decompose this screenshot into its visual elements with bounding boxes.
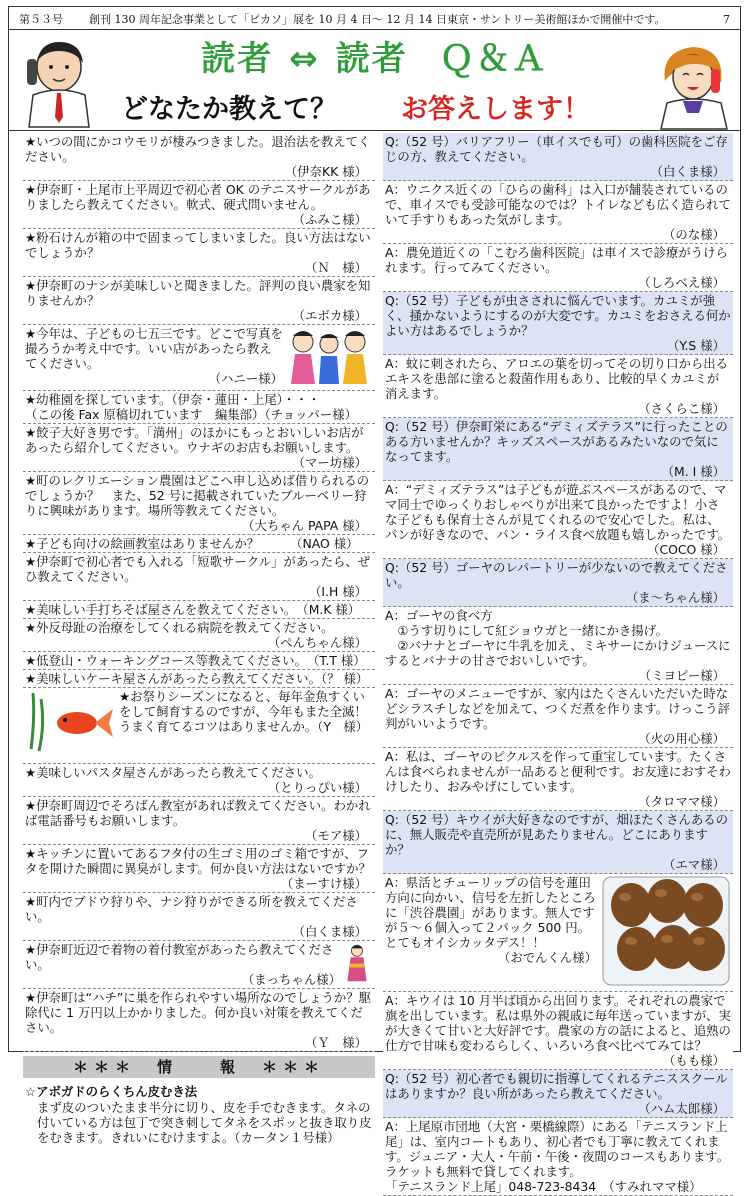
reader-questions-column [23, 133, 375, 1145]
reader-question-item [23, 553, 375, 601]
question-text: ★餃子大好き男です。「満州」のほかにもっとおいしいお店があったら紹介してください。ウナギのお店もお願いします。 [25, 425, 364, 455]
sender-name: （M. I 様） [661, 464, 725, 479]
question-text: ★今年は、子どもの七五三です。どこで写真を撮ろうか考え中です。いい店があったら教えてください。 [25, 326, 283, 371]
reader-question-item [23, 688, 375, 764]
sender-name: （伊奈KK 様） [284, 164, 367, 179]
sender-name: （エボカ様） [292, 308, 367, 323]
answer-item [383, 181, 733, 244]
question-item [383, 1070, 733, 1118]
reader-question-item [23, 989, 375, 1052]
info-heading: ☆アボガドのらくちん皮むき法 [25, 1084, 198, 1099]
question-item [383, 292, 733, 355]
question-item [383, 811, 733, 874]
answer-text: A：蚊に刺されたら、アロエの葉を切ってその切り口から出るエキスを患部に塗ると殺菌作用もあり、比較的早くカユミが消えます。 [385, 356, 729, 401]
reader-question-item [23, 535, 375, 553]
reader-question-item [23, 797, 375, 845]
question-text: ★町のレクリエーション農園はどこへ申し込めば借りられるのでしょうか？ また、52 号に掲載されていたブルーベリー狩りに興味があります。場所等教えてください。 [25, 473, 370, 518]
sender-name: （ハム太郎様） [638, 1101, 725, 1116]
sender-name: （エマ様） [663, 857, 725, 872]
reader-question-item [23, 601, 375, 619]
info-body: まず皮のついたまま半分に切り、皮を手でむきます。タネの付いている方は包丁で突き刺してタネをスポッと抜き取り皮をむきます。きれいにむけますよ。（カータン１号様） [37, 1100, 372, 1145]
sender-name: （I.H 様） [308, 584, 367, 599]
header-announcement: 創刊 130 周年記念事業として「ピカソ」展を 10 月 4 日～ 12 月 14 日東京・サントリー美術館ほかで開催中です。 [89, 13, 666, 26]
info-section-bar: ＊＊＊ 情 報 ＊＊＊ [23, 1056, 375, 1078]
sender-name: （Y.S 様） [667, 338, 725, 353]
title-left: 読者 [201, 39, 274, 79]
answer-item [383, 244, 733, 292]
page-title [9, 31, 740, 79]
reader-question-item [23, 277, 375, 325]
question-text: Q:（52 号）バリアフリー（車イスでも可）の歯科医院をご存じの方、教えてください。 [385, 134, 728, 164]
answer-item [383, 481, 733, 559]
sender-name: （まーすけ様） [280, 876, 367, 891]
answer-item [383, 874, 733, 992]
question-text: ★伊奈町のナシが美味しいと聞きました。評判の良い農家を知りませんか？ [25, 278, 371, 308]
sender-name: （マー坊様） [292, 455, 367, 470]
answer-text: A：上尾原市団地（大宮・栗橋線際）にある「テニスランド上尾」は、室内コートもあり、初心者でも丁寧に教えてくれます。ジュニア・大人・午前・午後・夜間のコースもあります。ラケットも無料で貸してくれます。 「テニスランド上尾」048-723-8434 （すみれママ様） [385, 1119, 730, 1194]
reader-question-item [23, 893, 375, 941]
question-text: ★伊奈町は“ハチ”に巣を作られやすい場所なのでしょうか？駆除代に 1 万円以上かかりました。何か良い対策を教えてください。 [25, 990, 372, 1035]
sender-name: （モア様） [305, 828, 367, 843]
question-text: Q:（52 号）初心者でも親切に指導してくれるテニススクールはありますか？良い所があったら教えてください。 [385, 1071, 728, 1101]
goldfish-illustration [25, 689, 115, 759]
answer-text: A：ウニクス近くの「ひらの歯科」は入口が舗装されているので、車イスでも受診可能なのでは？トイレなども広く造られていて手すりもあった気がします。 [385, 182, 731, 227]
sender-name: （白くま様） [292, 924, 367, 939]
title-divider [9, 130, 740, 131]
sender-name: （おでんくん様） [497, 950, 597, 965]
question-text: ★美味しいケーキ屋さんがあったら教えてください。（？ 様） [25, 671, 369, 686]
sender-name: （のな様） [663, 227, 725, 242]
answer-text: A：農免道近くの「こむろ歯科医院」は車イスで診療がうけられます。行ってみてください。 [385, 245, 728, 275]
reader-question-item [23, 181, 375, 229]
header-divider [9, 29, 740, 30]
newsletter-page [8, 6, 741, 1194]
sender-name: （ま～ちゃん様） [625, 590, 725, 605]
question-text: ★美味しいパスタ屋さんがあったら教えてください。 [25, 765, 321, 780]
sender-name: （白くま様） [650, 164, 725, 179]
question-text: Q:（52 号）伊奈町栄にある“デミィズテラス”に行ったことのある方いませんか？キッズスペースがあるみたいなので気になってます。 [385, 419, 728, 464]
sender-name: （ミヨピー様） [638, 668, 725, 683]
question-item [383, 133, 733, 181]
sender-name: （ハニー様） [208, 371, 283, 386]
sender-name: （ふみこ様） [292, 212, 367, 227]
reader-question-item [23, 391, 375, 424]
reader-question-item [23, 133, 375, 181]
answer-text: A：ゴーヤのメニューですが、家内はたくさんいただいた時などシラスチしなどを加えて、つくだ煮を作ります。けっこう評判がいいようです。 [385, 686, 731, 731]
reader-question-item [23, 670, 375, 688]
answer-item [383, 607, 733, 685]
sender-name: （まっちゃん様） [241, 972, 341, 987]
answer-text: A：私は、ゴーヤのピクルスを作って重宝しています。たくさんは食べられませんが一品あると便利です。お友達におすそわけしたり、おみやげにしています。 [385, 749, 731, 794]
question-text: ★幼稚園を探しています。（伊奈・蓮田・上尾）・・・ （この後 Fax 原稿切れています 編集部）（チョッパー様） [25, 392, 357, 422]
reader-question-item [23, 229, 375, 277]
sender-name: （大ちゃん PAPA 様） [242, 518, 367, 533]
page-number: 7 [723, 12, 730, 26]
sender-name: （火の用心様） [638, 731, 725, 746]
question-item [383, 418, 733, 481]
kimono-girl-illustration [341, 942, 373, 982]
reader-question-item [23, 845, 375, 893]
title-arrow: ⇔ [289, 39, 320, 79]
question-text: ★お祭りシーズンになると、毎年金魚すくいをして飼育するのですが、今年もまた全滅！うまく育てるコツはありませんか。（Y 様） [119, 689, 369, 734]
reader-question-item [23, 652, 375, 670]
question-text: ★町内でブドウ狩りや、ナシ狩りができる所を教えてください。 [25, 894, 358, 924]
question-item [383, 559, 733, 607]
answer-item [383, 1118, 733, 1196]
question-text: ★低登山・ウォーキングコース等教えてください。 （T.T 様） [25, 653, 366, 668]
reader-question-item [23, 325, 375, 391]
subtitle-answer: お答えします！ [401, 94, 590, 125]
question-text: ★子ども向けの絵画教室はありませんか？ （NAO 様） [25, 536, 359, 551]
question-text: ★美味しい手打ちそば屋さんを教えてください。 （M.K 様） [25, 602, 361, 617]
sender-name: （さくらこ様） [638, 401, 725, 416]
title-right: 読者 [335, 39, 408, 79]
answer-text: A：“デミィズテラス”は子どもが遊ぶスペースがあるので、ママ同士でゆっくりおしゃべりが出来て良かったですよ！小さな子どもも保育士さんが見てくれるので安心でした。私は、パンが好きなので、パン・ライス食べ放題も嬉しかったです。 [385, 482, 731, 542]
question-text: ★伊奈町・上尾市上平周辺で初心者 OK のテニスサークルがありましたら教えてください。軟式、硬式問いません。 [25, 182, 371, 212]
header-bar [19, 11, 730, 27]
reader-question-item [23, 764, 375, 797]
question-text: Q:（52 号）キウイが大好きなのですが、畑ほたくさんあるのに、無人販売や直売所が見あたりません。どこにありますか？ [385, 812, 729, 857]
sender-name: （タロママ様） [638, 794, 725, 809]
sender-name: （とりっぴい様） [267, 780, 367, 795]
answer-text: A：県活とチューリップの信号を蓮田方向に向かい、信号を左折したところに「渋谷農園」があります。無人ですが５～６個入って２パック 500 円。とてもオイシカッタデス！！ [385, 875, 596, 950]
question-text: ★伊奈町周辺でそろばん教室があれば教えてください。わかれば電話番号もお願いします。 [25, 798, 371, 828]
question-text: ★粉石けんが箱の中で固まってしまいました。良い方法はないでしょうか？ [25, 230, 371, 260]
answer-item [383, 685, 733, 748]
question-text: ★伊奈町で初心者でも入れる「短歌サークル」があったら、ぜひ教えてください。 [25, 554, 371, 584]
reader-question-item [23, 424, 375, 472]
answer-item [383, 748, 733, 811]
question-text: Q:（52 号）子どもが虫さされに悩んでいます。カユミが強く、掻かないようにするのが大変です。カユミをおさえる何かよい方はあるでしょうか？ [385, 293, 731, 338]
qa-column [383, 133, 733, 1196]
question-text: ★伊奈町近辺で着物の着付教室があったら教えてください。 [25, 942, 334, 972]
sender-name: （Ｎ 様） [305, 260, 367, 275]
children-in-kimono-illustration [283, 326, 373, 386]
woman-on-phone-illustration [655, 41, 733, 129]
issue-number: 第５３号 [19, 13, 63, 26]
question-text: Q:（52 号）ゴーヤのレパートリーが少ないので教えてください。 [385, 560, 728, 590]
sender-name: （COCO 様） [647, 542, 725, 557]
answer-item [383, 992, 733, 1070]
question-text: ★外反母趾の治療をしてくれる病院を教えてください。 [25, 620, 334, 635]
sender-name: （もも様） [663, 1053, 725, 1068]
answer-item [383, 355, 733, 418]
question-text: ★キッチンに置いてあるフタ付の生ゴミ用のゴミ箱ですが、フタを開けた瞬間に異臭がします。何か良い方法はないですか？ [25, 846, 371, 876]
question-text: ★いつの間にかコウモリが棲みつきました。退治法を教えてください。 [25, 134, 371, 164]
sender-name: （Ｙ 様） [305, 1035, 367, 1050]
reader-question-item [23, 472, 375, 535]
sender-name: （ぺんちゃん様） [267, 635, 367, 650]
subtitle-question: どなたか教えて？ [121, 94, 337, 125]
title-qa: Ｑ＆Ａ [439, 39, 548, 79]
reader-question-item [23, 941, 375, 989]
kiwi-pack-photo [601, 875, 731, 987]
answer-text: A：キウイは 10 月半ば頃から出回ります。それぞれの農家で旗を出しています。私は県外の親戚に毎年送っていますが、実が大きくて甘いと大好評です。農家の方の話によると、追熟の仕方で甘味も変わるらしく、いろいろ食べ比べてみては？ [385, 993, 731, 1053]
answer-text: A：ゴーヤの食べ方 ①うす切りにして紅ショウガと一緒にかき揚げ。 ②バナナとゴーヤに牛乳を加え、ミキサーにかけジュースにするとバナナの甘さでおいしいです。 [385, 608, 731, 668]
reader-question-item [23, 619, 375, 652]
sender-name: （しろべえ様） [638, 275, 725, 290]
